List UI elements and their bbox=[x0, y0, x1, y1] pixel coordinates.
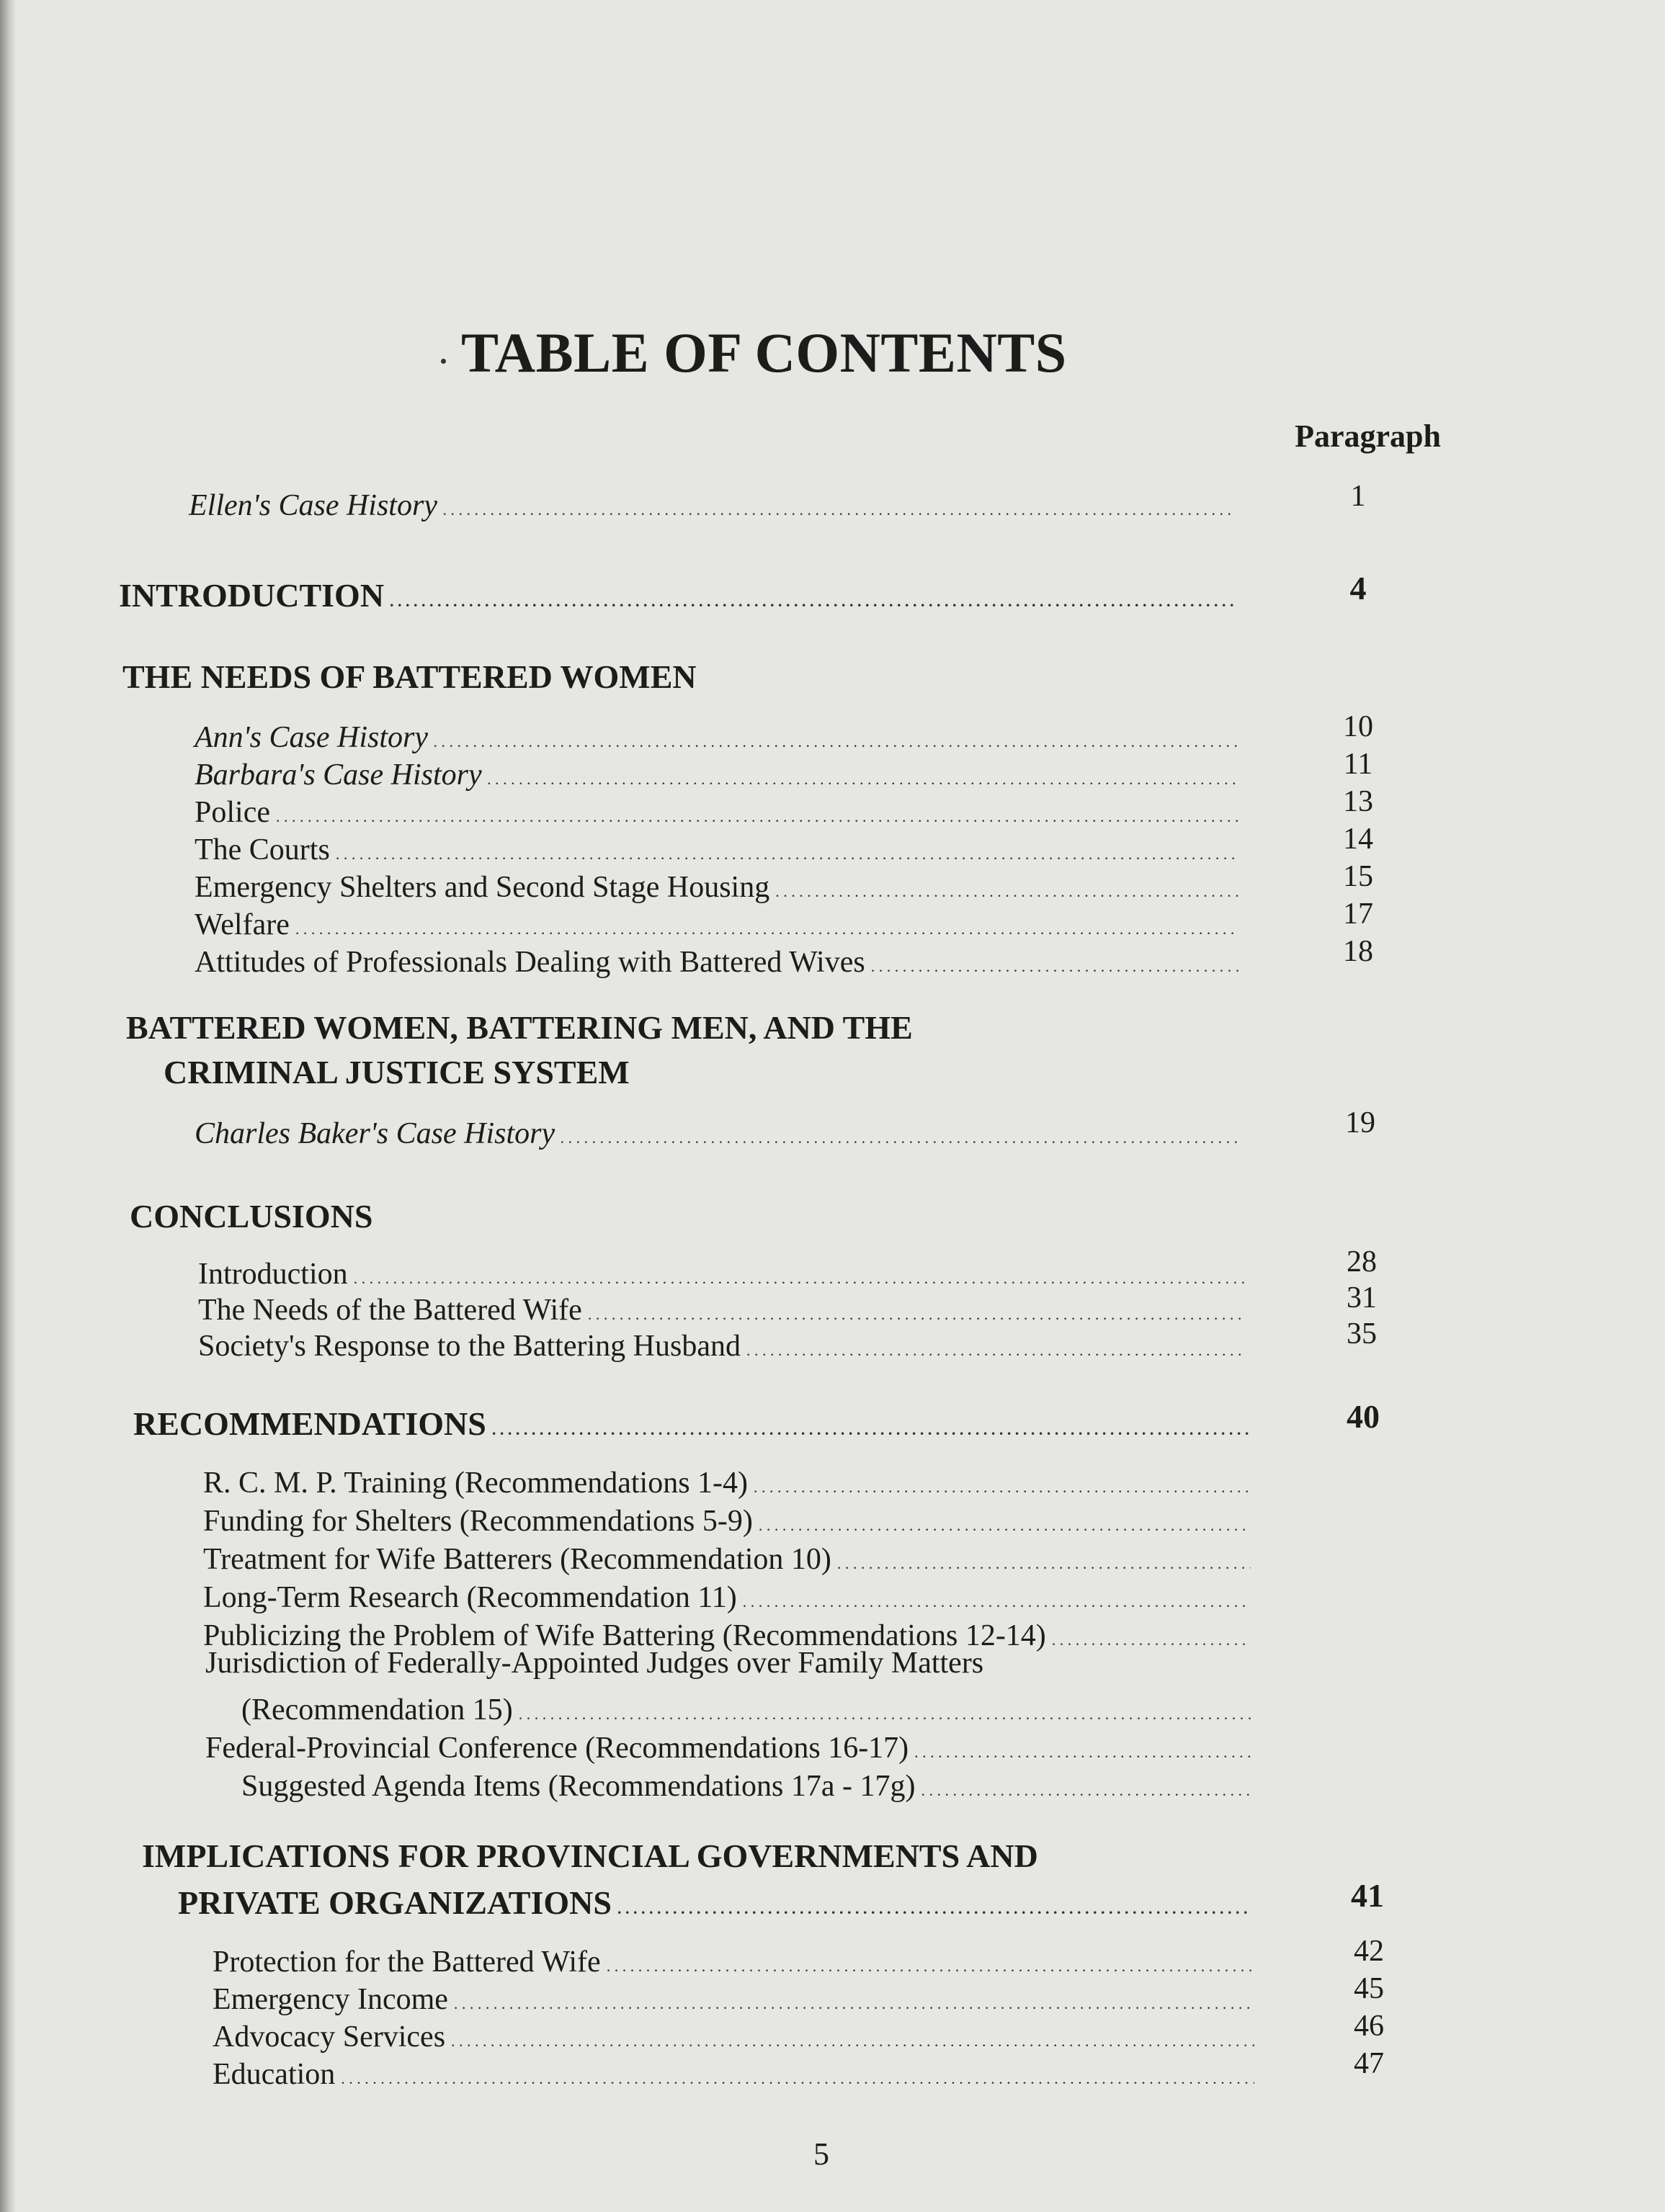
toc-entry-label: The Courts bbox=[195, 833, 330, 867]
dot-leader bbox=[1052, 1618, 1251, 1653]
toc-entry[interactable] bbox=[213, 2057, 1259, 2092]
dot-leader bbox=[607, 1945, 1254, 1979]
dot-leader bbox=[341, 2057, 1254, 2092]
toc-entry-number: 28 bbox=[1347, 1245, 1377, 1279]
toc-entry-label: Long-Term Research (Recommendation 11) bbox=[203, 1581, 737, 1614]
toc-entry-label: R. C. M. P. Training (Recommendations 1-4) bbox=[203, 1467, 749, 1500]
section-heading: IMPLICATIONS FOR PROVINCIAL GOVERNMENTS AND bbox=[142, 1837, 1038, 1874]
dot-leader bbox=[617, 1884, 1252, 1922]
toc-entry-label: Charles Baker's Case History bbox=[195, 1117, 555, 1150]
dot-leader bbox=[588, 1293, 1246, 1327]
dot-leader bbox=[746, 1329, 1246, 1364]
toc-entry-label: Federal-Provincial Conference (Recommendations 16-17) bbox=[205, 1732, 909, 1765]
page-edge bbox=[0, 0, 16, 2212]
toc-entry-label: Treatment for Wife Batterers (Recommendation 10) bbox=[203, 1543, 831, 1576]
toc-entry[interactable] bbox=[133, 1405, 1254, 1443]
toc-entry[interactable] bbox=[195, 795, 1243, 830]
toc-entry-label: Emergency Income bbox=[213, 1983, 448, 2016]
toc-entry[interactable] bbox=[189, 488, 1241, 523]
section-heading: CRIMINAL JUSTICE SYSTEM bbox=[164, 1054, 630, 1091]
toc-entry-number: 15 bbox=[1343, 860, 1373, 893]
toc-entry-number: 35 bbox=[1347, 1317, 1377, 1351]
toc-entry[interactable] bbox=[119, 576, 1241, 614]
section-heading: BATTERED WOMEN, BATTERING MEN, AND THE bbox=[126, 1009, 913, 1046]
toc-entry-label: Ellen's Case History bbox=[189, 489, 437, 522]
toc-entry-number: 31 bbox=[1347, 1281, 1377, 1315]
toc-entry[interactable] bbox=[195, 758, 1243, 792]
toc-entry-number: 4 bbox=[1349, 570, 1367, 606]
toc-entry-number: 1 bbox=[1350, 480, 1366, 513]
toc-entry-label: Advocacy Services bbox=[213, 2020, 446, 2054]
toc-entry[interactable] bbox=[205, 1731, 1255, 1765]
toc-entry-number: 47 bbox=[1354, 2047, 1384, 2080]
dot-leader bbox=[871, 945, 1238, 980]
toc-entry-label: Society's Response to the Battering Husband bbox=[198, 1330, 741, 1363]
toc-entry-label: (Recommendation 15) bbox=[241, 1693, 513, 1727]
dot-leader bbox=[561, 1116, 1242, 1151]
toc-entry-label: Ann's Case History bbox=[195, 721, 428, 754]
dot-leader bbox=[390, 576, 1236, 614]
dot-leader bbox=[837, 1542, 1251, 1577]
toc-entry[interactable] bbox=[195, 945, 1243, 980]
toc-entry-label: Emergency Shelters and Second Stage Housing bbox=[195, 871, 770, 904]
toc-entry-label: Barbara's Case History bbox=[195, 758, 482, 792]
dot-leader bbox=[295, 908, 1238, 942]
toc-entry[interactable] bbox=[213, 1945, 1259, 1979]
toc-entry-number: 46 bbox=[1354, 2010, 1384, 2043]
toc-entry-label: Introduction bbox=[198, 1258, 348, 1291]
toc-entry-number: 40 bbox=[1347, 1398, 1380, 1435]
toc-entry[interactable] bbox=[241, 1769, 1255, 1804]
toc-entry-label: Education bbox=[213, 2058, 336, 2091]
dot-leader bbox=[434, 720, 1238, 755]
dot-leader bbox=[336, 833, 1238, 867]
toc-entry-label: PRIVATE ORGANIZATIONS bbox=[178, 1884, 612, 1921]
toc-entry[interactable] bbox=[213, 1982, 1259, 2017]
page-title: TABLE OF CONTENTS bbox=[461, 321, 1067, 384]
toc-entry[interactable] bbox=[195, 870, 1243, 905]
dot-leader bbox=[454, 1982, 1254, 2017]
toc-entry[interactable] bbox=[195, 908, 1243, 942]
toc-entry-number: 42 bbox=[1354, 1935, 1384, 1968]
toc-entry[interactable] bbox=[195, 1116, 1246, 1151]
toc-entry-label: Suggested Agenda Items (Recommendations 17a - 17g) bbox=[241, 1770, 916, 1803]
dot-leader bbox=[921, 1769, 1251, 1804]
dot-leader bbox=[759, 1504, 1251, 1539]
stray-mark bbox=[441, 359, 446, 364]
toc-entry-number: 17 bbox=[1343, 897, 1373, 931]
dot-leader bbox=[492, 1405, 1249, 1443]
toc-entry[interactable] bbox=[178, 1884, 1256, 1922]
dot-leader bbox=[754, 1466, 1251, 1500]
toc-entry[interactable] bbox=[213, 2020, 1259, 2054]
toc-entry-number: 19 bbox=[1345, 1106, 1375, 1139]
toc-entry-label: Protection for the Battered Wife bbox=[213, 1945, 601, 1979]
toc-entry[interactable] bbox=[195, 720, 1243, 755]
toc-entry[interactable] bbox=[195, 833, 1243, 867]
toc-entry-number: 14 bbox=[1343, 823, 1373, 856]
toc-entry-label: Attitudes of Professionals Dealing with Battered Wives bbox=[195, 946, 865, 979]
dot-leader bbox=[354, 1257, 1246, 1291]
dot-leader bbox=[743, 1580, 1251, 1615]
dot-leader bbox=[443, 488, 1236, 523]
toc-entry[interactable] bbox=[203, 1466, 1255, 1500]
toc-entry[interactable] bbox=[203, 1542, 1255, 1577]
dot-leader bbox=[914, 1731, 1251, 1765]
toc-entry[interactable] bbox=[198, 1293, 1250, 1327]
toc-entry-number: 11 bbox=[1343, 748, 1373, 781]
dot-leader bbox=[451, 2020, 1254, 2054]
column-header: Paragraph bbox=[1295, 418, 1441, 454]
dot-leader bbox=[519, 1693, 1251, 1727]
toc-entry-label: INTRODUCTION bbox=[119, 577, 385, 614]
section-heading: THE NEEDS OF BATTERED WOMEN bbox=[122, 658, 697, 695]
toc-entry-label: Publicizing the Problem of Wife Battering (Recommendations 12-14) bbox=[203, 1619, 1046, 1652]
toc-entry-number: 41 bbox=[1351, 1877, 1384, 1914]
toc-entry-label: Jurisdiction of Federally-Appointed Judges over Family Matters bbox=[205, 1647, 984, 1680]
toc-entry-number: 10 bbox=[1343, 710, 1373, 743]
toc-entry[interactable] bbox=[198, 1329, 1250, 1364]
toc-entry-number: 18 bbox=[1343, 935, 1373, 968]
toc-entry[interactable] bbox=[203, 1580, 1255, 1615]
toc-entry[interactable] bbox=[198, 1257, 1250, 1291]
toc-entry-number: 13 bbox=[1343, 785, 1373, 818]
toc-entry-label: The Needs of the Battered Wife bbox=[198, 1294, 582, 1327]
toc-entry-label: Police bbox=[195, 796, 270, 829]
toc-entry-label: RECOMMENDATIONS bbox=[133, 1405, 486, 1442]
toc-entry-number: 45 bbox=[1354, 1972, 1384, 2005]
page-number: 5 bbox=[813, 2136, 829, 2172]
toc-entry-label: Welfare bbox=[195, 908, 290, 941]
dot-leader bbox=[775, 870, 1238, 905]
toc-entry-label: Funding for Shelters (Recommendations 5-9) bbox=[203, 1505, 753, 1538]
toc-entry[interactable] bbox=[203, 1504, 1255, 1539]
toc-entry[interactable] bbox=[241, 1693, 1255, 1727]
dot-leader bbox=[488, 758, 1238, 792]
section-heading: CONCLUSIONS bbox=[130, 1198, 373, 1235]
dot-leader bbox=[276, 795, 1238, 830]
